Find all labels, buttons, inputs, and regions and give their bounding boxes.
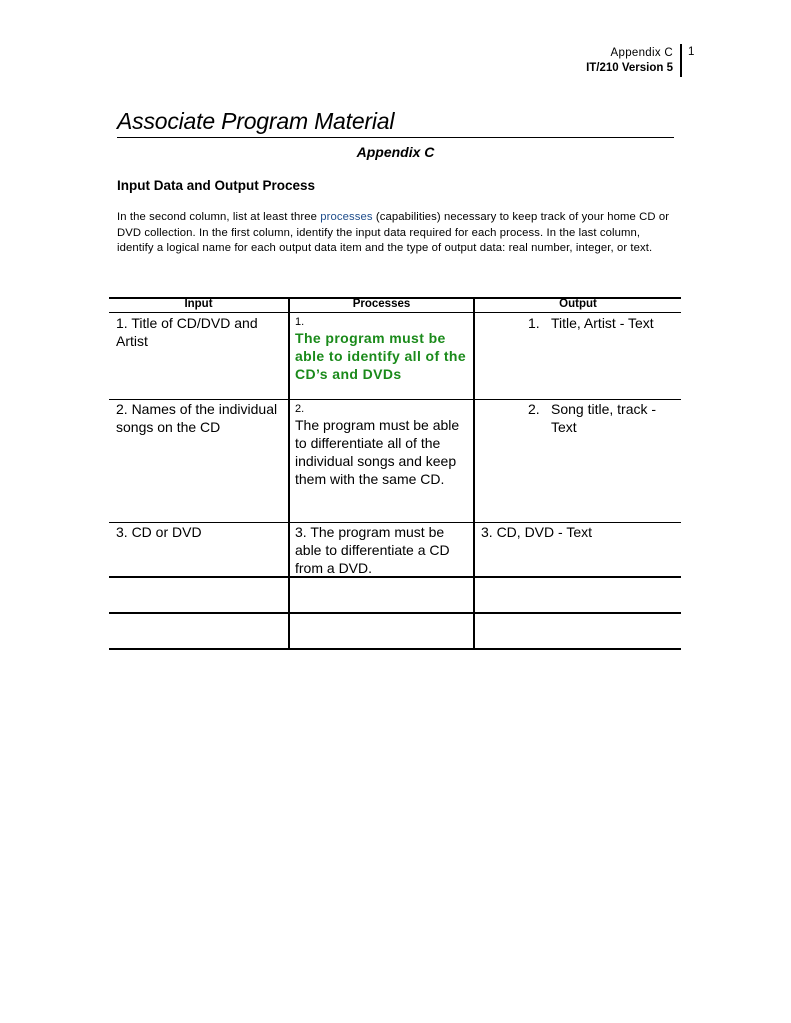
row3-output: 3. CD, DVD - Text <box>481 524 592 540</box>
row-divider <box>109 612 681 614</box>
row2-output-number: 2. <box>528 401 540 417</box>
row3-process: 3. The program must be able to differentiate a CD from a DVD. <box>295 524 450 576</box>
row2-process-number: 2. <box>295 403 305 415</box>
row1-output <box>528 314 678 332</box>
header-appendix: Appendix C <box>610 47 673 59</box>
row2-input: 2. Names of the individual songs on the CD <box>116 401 278 435</box>
table-header-rule <box>109 312 681 313</box>
instructions-text-start: In the second column, list at least three <box>117 211 321 223</box>
page-number: 1 <box>688 46 695 58</box>
row3-input: 3. CD or DVD <box>116 524 202 540</box>
header-input: Input <box>184 298 213 310</box>
section-heading: Input Data and Output Process <box>117 178 316 193</box>
row1-process-text: The program must be able to identify all of the CD’s and DVDs <box>295 330 467 382</box>
header-course: IT/210 Version 5 <box>586 62 673 74</box>
processes-highlight: processes <box>320 211 373 223</box>
row2-output <box>528 400 678 436</box>
row1-process-number: 1. <box>295 316 305 328</box>
running-header <box>586 46 673 76</box>
header-processes: Processes <box>352 298 411 310</box>
instructions-text-end: (capabilities) necessary to keep track of your home CD or DVD collection. In the first column, identify the input data required for each process. In the last column, identify a logical name for each output data item and the type of output data: real number, integer, or text. <box>117 211 670 254</box>
row2-process <box>295 402 470 488</box>
row1-output-text: Title, Artist - Text <box>551 315 654 331</box>
header-output: Output <box>559 298 597 310</box>
header-divider <box>680 44 682 77</box>
row1-process <box>295 315 467 383</box>
column-divider <box>288 297 290 650</box>
row2-process-text: The program must be able to differentiate all of the individual songs and keep them with the same CD. <box>295 417 460 487</box>
row1-output-number: 1. <box>528 315 540 331</box>
row1-input: 1. Title of CD/DVD and Artist <box>116 315 258 349</box>
table-bottom-rule <box>109 648 681 650</box>
document-title: Associate Program Material <box>117 108 395 134</box>
document-subtitle: Appendix C <box>356 144 435 160</box>
title-underline <box>117 137 674 138</box>
row2-output-text: Song title, track - Text <box>551 401 657 435</box>
instructions-paragraph <box>117 210 679 257</box>
column-divider <box>473 297 475 650</box>
